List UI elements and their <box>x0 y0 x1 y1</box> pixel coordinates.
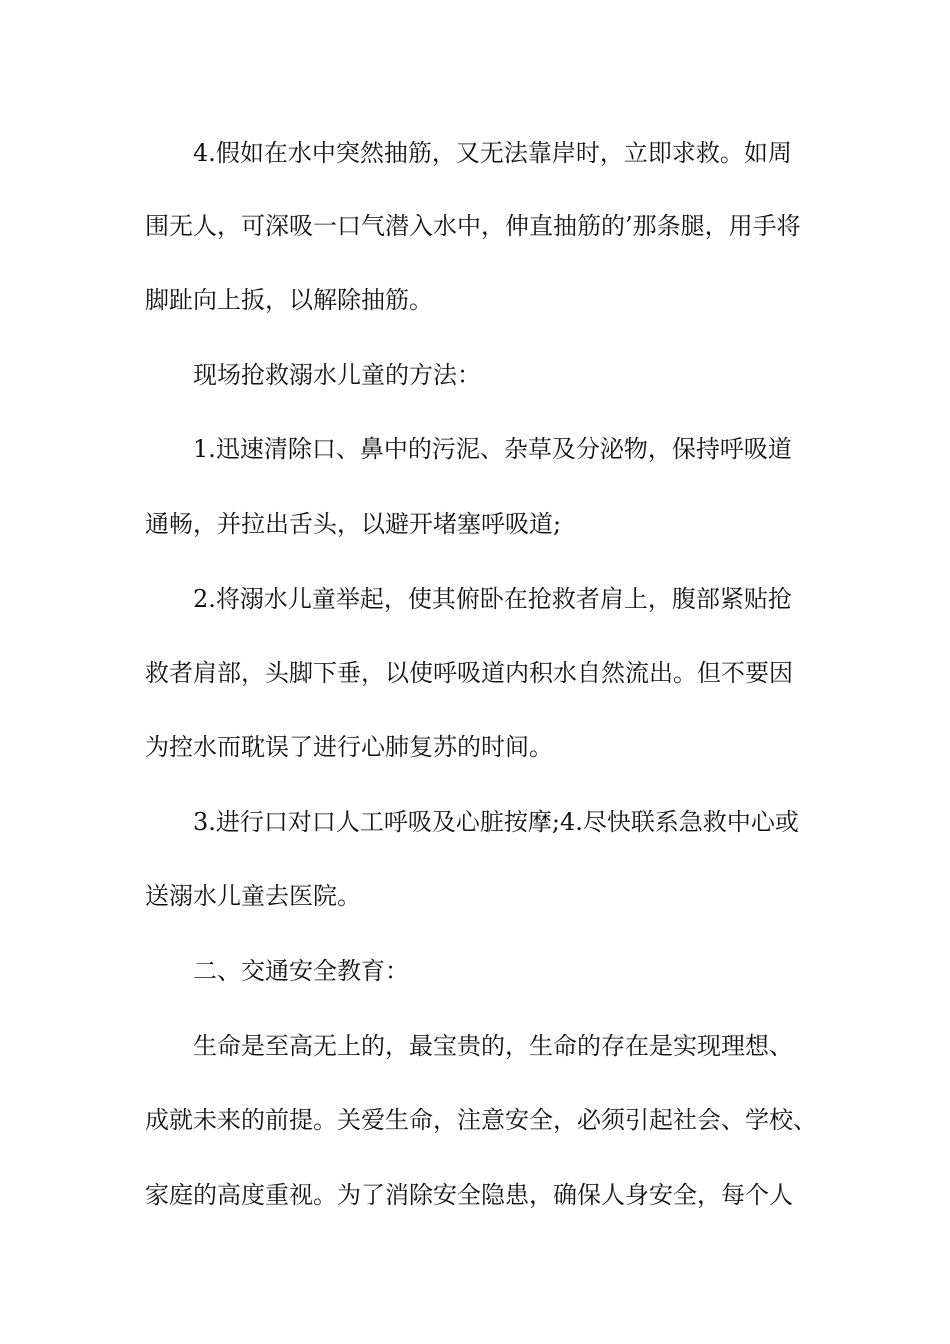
paragraph-line: 2.将溺水儿童举起，使其俯卧在抢救者肩上，腹部紧贴抢 <box>193 585 792 613</box>
paragraph-line: 通畅，并拉出舌头，以避开堵塞呼吸道; <box>145 510 562 538</box>
paragraph-line: 3.进行口对口人工呼吸及心脏按摩;4.尽快联系急救中心或 <box>193 808 799 836</box>
paragraph-line: 围无人，可深吸一口气潜入水中，伸直抽筋的’那条腿，用手将 <box>145 212 801 240</box>
section-heading: 现场抢救溺水儿童的方法： <box>193 361 481 389</box>
paragraph-line: 为控水而耽误了进行心肺复苏的时间。 <box>145 733 553 761</box>
section-heading: 二、交通安全教育： <box>193 957 409 985</box>
paragraph-line: 成就未来的前提。关爱生命，注意安全，必须引起社会、学校、 <box>145 1106 817 1134</box>
paragraph-line: 4.假如在水中突然抽筋，又无法靠岸时，立即求救。如周 <box>193 139 792 167</box>
paragraph-line: 脚趾向上扳，以解除抽筋。 <box>145 286 433 314</box>
paragraph-line: 送溺水儿童去医院。 <box>145 882 361 910</box>
paragraph-line: 家庭的高度重视。为了消除安全隐患，确保人身安全，每个人 <box>145 1181 793 1209</box>
paragraph-line: 救者肩部，头脚下垂，以使呼吸道内积水自然流出。但不要因 <box>145 659 793 687</box>
paragraph-line: 1.迅速清除口、鼻中的污泥、杂草及分泌物，保持呼吸道 <box>193 435 792 463</box>
paragraph-line: 生命是至高无上的，最宝贵的，生命的存在是实现理想、 <box>193 1032 793 1060</box>
